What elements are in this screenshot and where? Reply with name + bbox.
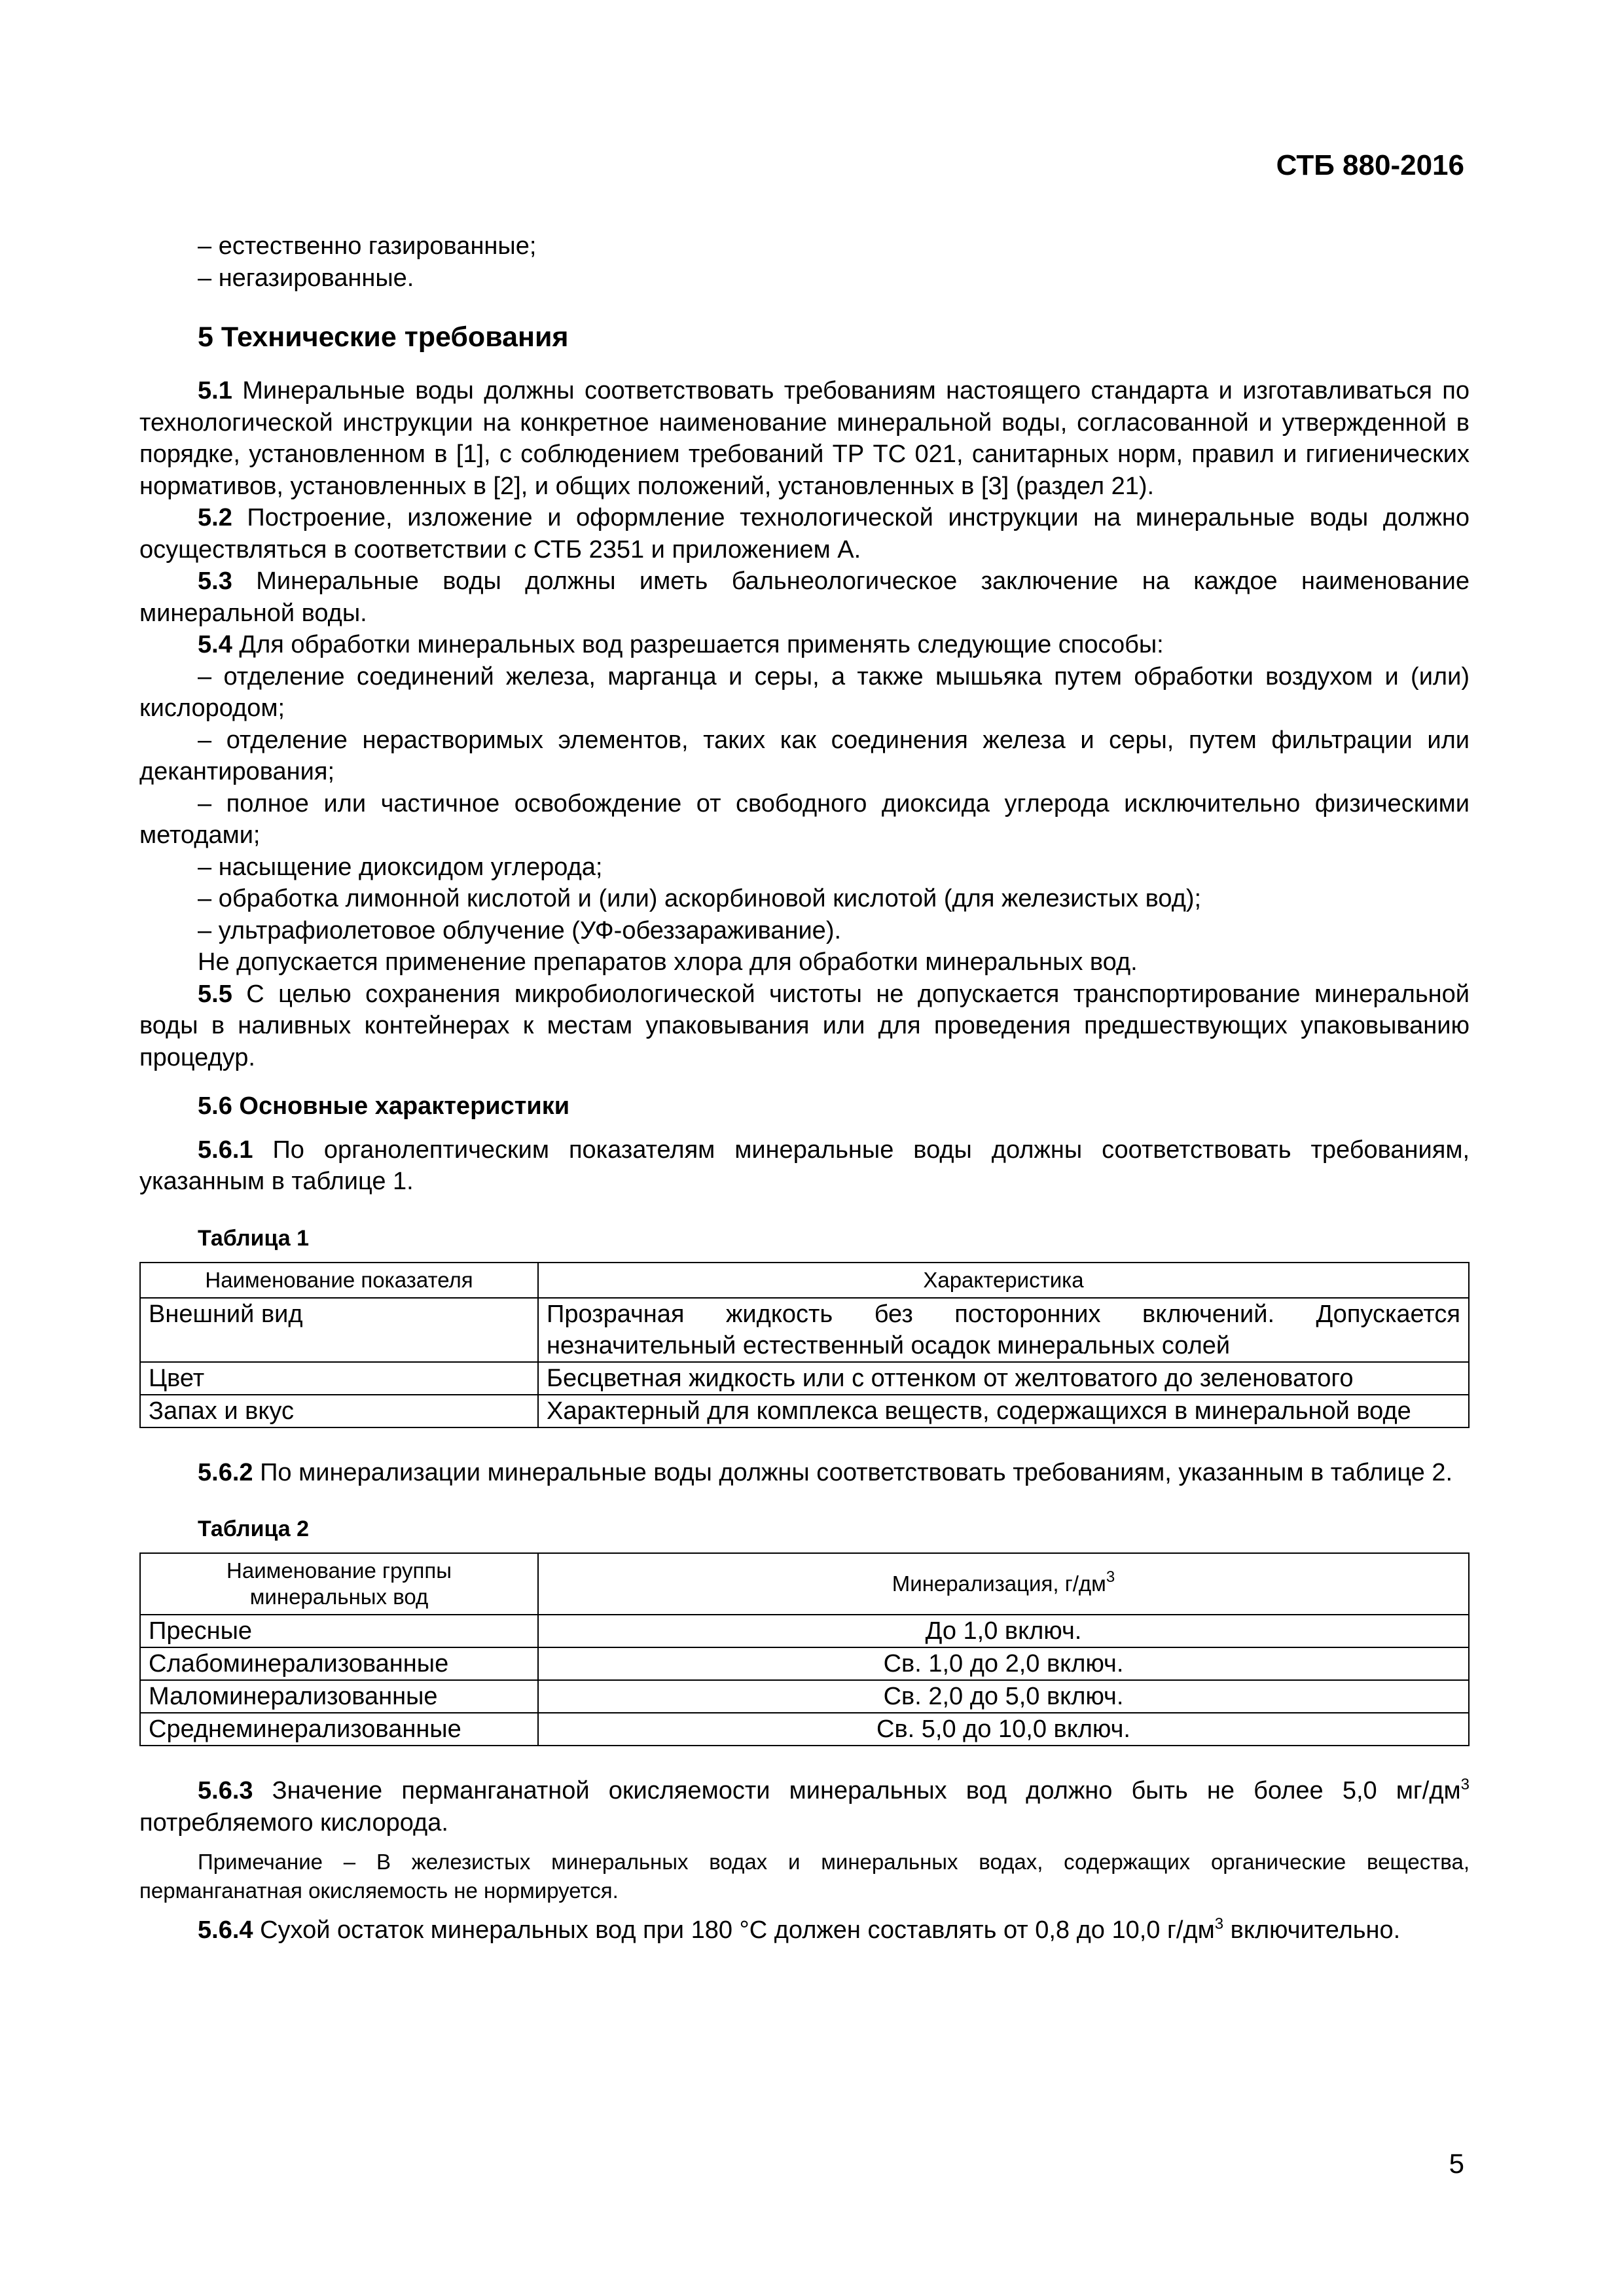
clause-number: 5.6.3 [198,1777,253,1804]
paragraph-5-4 [139,629,1470,661]
clause-number: 5.6.4 [198,1916,253,1944]
header-line: Наименование группы [226,1558,452,1583]
table-cell: Св. 1,0 до 2,0 включ. [538,1647,1469,1680]
list-item: – негазированные. [198,264,414,292]
table-cell: Цвет [140,1362,538,1395]
note: Примечание – В железистых минеральных водах и минеральных водах, содержащих органические вещества, перманганатная окисляемость не нормируется. [139,1850,1470,1903]
clause-number: 5.2 [198,504,232,531]
list-item: – обработка лимонной кислотой и (или) аскорбиновой кислотой (для железистых вод); [198,885,1202,912]
table-cell: Прозрачная жидкость без посторонних включений. Допускается незначительный естественный осадок минеральных солей [538,1298,1469,1362]
list-item: – полное или частичное освобождение от свободного диоксида углерода исключительно физическими методами; [139,789,1470,849]
table-header-cell: Наименование показателя [140,1263,538,1298]
table-cell: Пресные [140,1615,538,1647]
table-organoleptic [139,1262,1470,1428]
clause-text: Значение перманганатной окисляемости минеральных вод должно быть не более 5,0 мг/дм [253,1777,1461,1804]
table-row [140,1713,1469,1746]
table-cell: Св. 2,0 до 5,0 включ. [538,1680,1469,1713]
table-cell: Бесцветная жидкость или с оттенком от желтоватого до зеленоватого [538,1362,1469,1395]
table-cell: Св. 5,0 до 10,0 включ. [538,1713,1469,1746]
clause-number: 5.1 [198,377,232,404]
table-row [140,1615,1469,1647]
paragraph-5-6-3 [139,1775,1470,1839]
header-text: Минерализация, г/дм [892,1571,1106,1596]
table-row [140,1362,1469,1395]
list-item: – ультрафиолетовое облучение (УФ-обеззараживание). [198,916,842,944]
table-row [140,1647,1469,1680]
paragraph-chlorine: Не допускается применение препаратов хлора для обработки минеральных вод. [198,948,1138,976]
table-header-row [140,1553,1469,1615]
paragraph-5-1 [139,375,1470,502]
clause-text: потребляемого кислорода. [139,1808,448,1837]
subsection-heading: 5.6 Основные характеристики [198,1092,570,1120]
table-cell: Запах и вкус [140,1395,538,1427]
clause-text: По органолептическим показателям минеральные воды должны соответствовать требованиям, указанным в таблице 1. [139,1136,1470,1195]
table-header-cell: Характеристика [538,1263,1469,1298]
paragraph-5-6-4 [139,1914,1470,1946]
clause-number: 5.4 [198,631,232,658]
paragraph-5-5 [139,978,1470,1074]
list-item: – отделение нерастворимых элементов, таких как соединения железа и серы, путем фильтрации или декантирования; [139,726,1470,785]
paragraph-5-6-1 [139,1134,1470,1198]
table-cell: До 1,0 включ. [538,1615,1469,1647]
list-item: – отделение соединений железа, марганца и серы, а также мышьяка путем обработки воздухом и (или) кислородом; [139,662,1470,722]
section-heading: 5 Технические требования [198,321,569,353]
paragraph-5-6-2 [139,1457,1470,1489]
superscript: 3 [1214,1915,1224,1933]
clause-text: Минеральные воды должны иметь бальнеологическое заключение на каждое наименование минеральной воды. [139,567,1470,627]
table-cell: Слабоминерализованные [140,1647,538,1680]
superscript: 3 [1106,1568,1115,1586]
clause-text: Построение, изложение и оформление технологической инструкции на минеральные воды должно осуществляться в соответствии с СТБ 2351 и приложением А. [139,504,1470,564]
table-row [140,1298,1469,1362]
table-header-cell [140,1553,538,1615]
page-content [139,230,1470,1946]
document-code: СТБ 880-2016 [1276,149,1464,181]
table-header-row [140,1263,1469,1298]
clause-text: включительно. [1223,1916,1401,1944]
table-cell: Маломинерализованные [140,1680,538,1713]
clause-text: Сухой остаток минеральных вод при 180 °С должен составлять от 0,8 до 10,0 г/дм [253,1916,1215,1944]
page-number: 5 [1449,2148,1464,2179]
table-cell: Характерный для комплекса веществ, содержащихся в минеральной воде [538,1395,1469,1427]
clause-number: 5.5 [198,980,232,1008]
table-mineralization [139,1552,1470,1746]
clause-text: С целью сохранения микробиологической чистоты не допускается транспортирование минеральной воды в наливных контейнерах к местам упаковывания или для проведения предшествующих упаковыванию процедур. [139,980,1470,1071]
paragraph-5-3 [139,565,1470,629]
list-item: – естественно газированные; [198,232,537,260]
clause-number: 5.3 [198,567,232,595]
table-caption: Таблица 1 [198,1225,310,1251]
list-item: – насыщение диоксидом углерода; [198,853,603,881]
table-cell: Среднеминерализованные [140,1713,538,1746]
table-row [140,1680,1469,1713]
paragraph-5-2 [139,502,1470,565]
table-caption: Таблица 2 [198,1516,310,1541]
clause-text: По минерализации минеральные воды должны соответствовать требованиям, указанным в таблице 2. [253,1458,1453,1486]
clause-text: Минеральные воды должны соответствовать требованиям настоящего стандарта и изготавливаться по технологической инструкции на конкретное наименование минеральной воды, согласованной и утвержденной в порядке, установленном в [1], с соблюдением требований ТР ТС 021, санитарных норм, правил и гигиенических нормативов, установленных в [2], и общих положений, установленных в [3] (раздел 21). [139,377,1470,500]
clause-text: Для обработки минеральных вод разрешается применять следующие способы: [232,631,1164,658]
header-line: минеральных вод [249,1585,429,1609]
superscript: 3 [1460,1776,1470,1793]
clause-number: 5.6.1 [198,1136,253,1164]
table-row [140,1395,1469,1427]
table-header-cell [538,1553,1469,1615]
clause-number: 5.6.2 [198,1458,253,1486]
table-cell: Внешний вид [140,1298,538,1362]
